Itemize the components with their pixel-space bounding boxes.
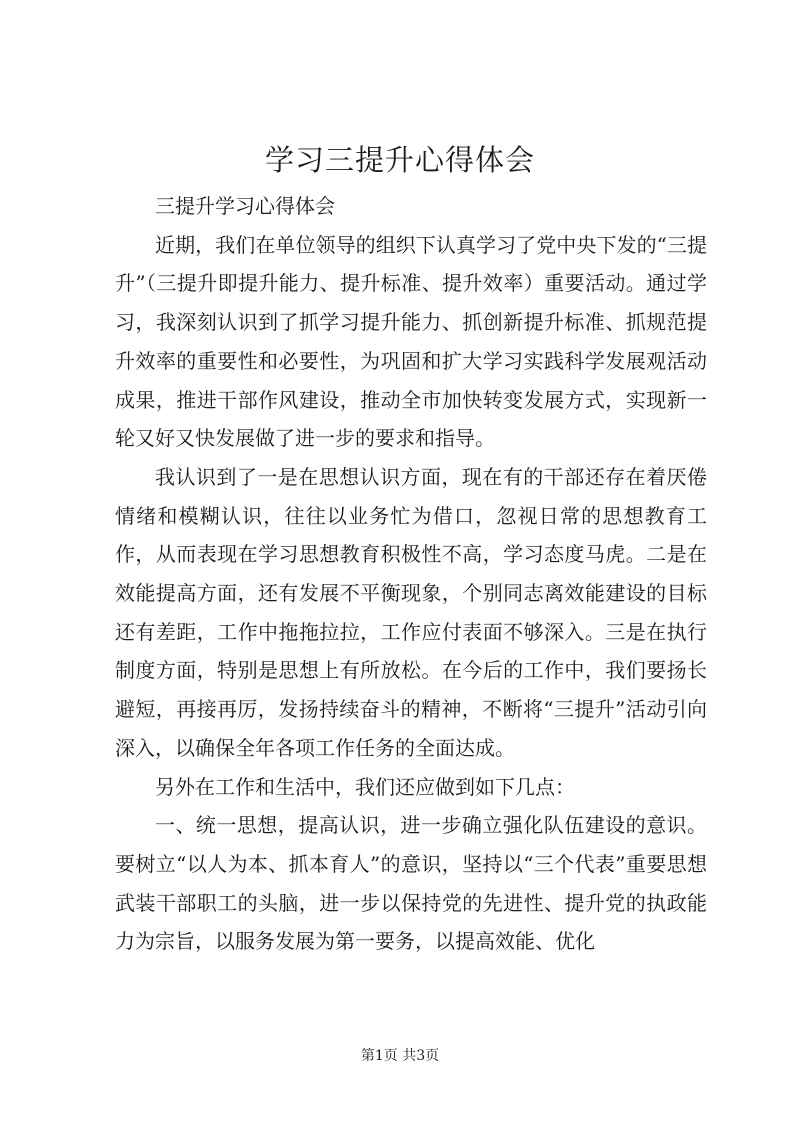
document-title: 学习三提升心得体会 (264, 143, 535, 177)
paragraph: 近期，我们在单位领导的组织下认真学习了党中央下发的“三提升”（三提升即提升能力、提升标准、提升效率）重要活动。通过学习，我深刻认识到了抓学习提升能力、抓创新提升标准、抓规范提升效率的重要性和必要性，为巩固和扩大学习实践科学发展观活动成果，推进干部作风建设，推动全市加快转变发展方式，实现新一轮又好又快发展做了进一步的要求和指导。 (115, 232, 707, 451)
paragraph: 一、统一思想，提高认识，进一步确立强化队伍建设的意识。要树立“以人为本、抓本育人”的意识，坚持以“三个代表”重要思想武装干部职工的头脑，进一步以保持党的先进性、提升党的执政能力为宗旨，以服务发展为第一要务，以提高效能、优化 (115, 813, 707, 954)
page-footer: 第1页 共3页 (360, 1048, 440, 1064)
document-body (115, 187, 707, 961)
paragraph: 另外在工作和生活中，我们还应做到如下几点： (155, 774, 575, 799)
paragraph: 我认识到了一是在思想认识方面，现在有的干部还存在着厌倦情绪和模糊认识，往往以业务忙为借口，忽视日常的思想教育工作，从而表现在学习思想教育积极性不高，学习态度马虎。二是在效能提高方面，还有发展不平衡现象，个别同志离效能建设的目标还有差距，工作中拖拖拉拉，工作应付表面不够深入。三是在执行制度方面，特别是思想上有所放松。在今后的工作中，我们要扬长避短，再接再厉，发扬持续奋斗的精神，不断将“三提升”活动引向深入，以确保全年各项工作任务的全面达成。 (115, 464, 707, 760)
document-subtitle: 三提升学习心得体会 (155, 194, 335, 218)
